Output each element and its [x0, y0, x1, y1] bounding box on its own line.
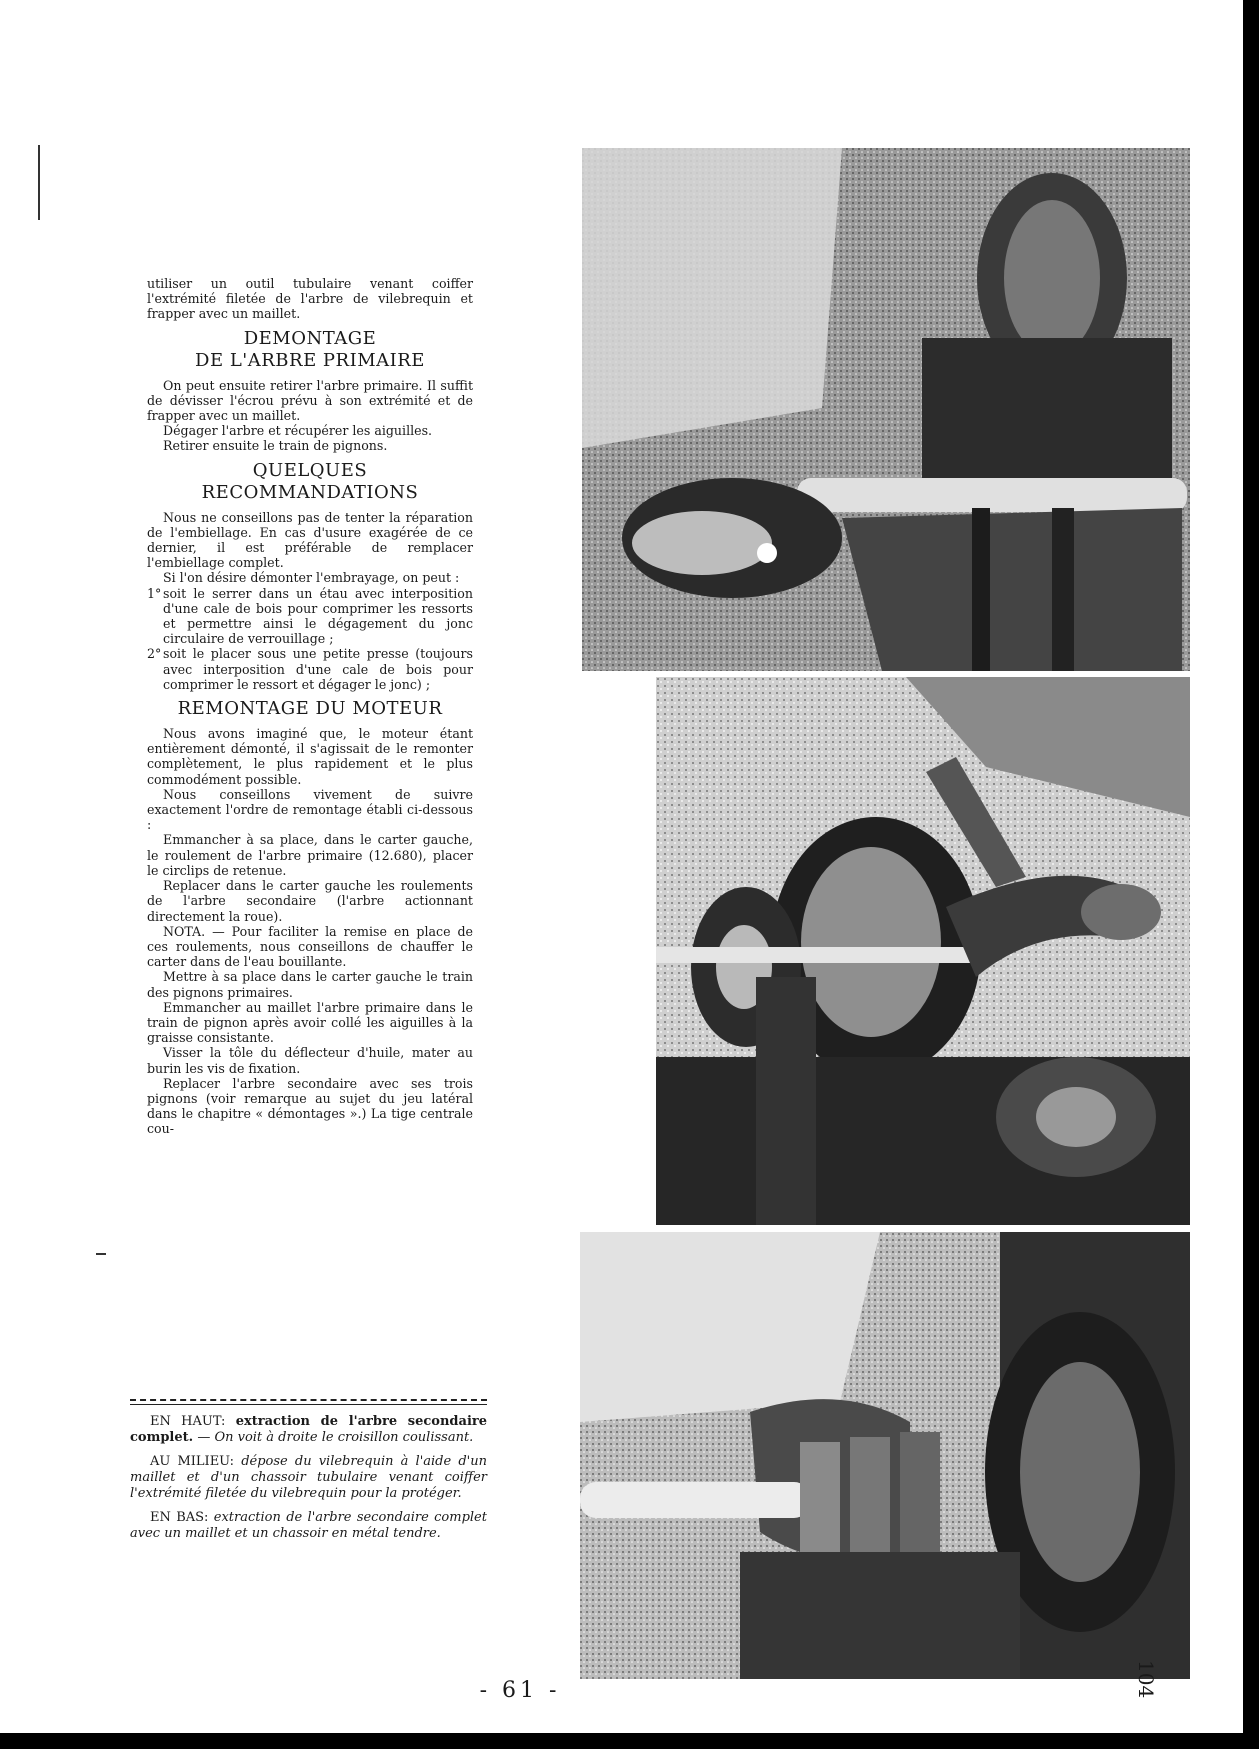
caption-italic: — On voit à droite le croisillon coulissant. [197, 1430, 474, 1445]
section-title-line: DE L'ARBRE PRIMAIRE [195, 349, 425, 371]
text-column [147, 276, 473, 1137]
scan-edge-right [1243, 0, 1259, 1749]
caption-lead: AU MILIEU: [150, 1454, 235, 1469]
list-item-number: 1° [147, 585, 162, 601]
page-number: - 61 - [479, 1678, 561, 1703]
scan-edge-bottom [0, 1733, 1259, 1749]
list-item-number: 2° [147, 646, 162, 662]
caption-middle [130, 1454, 487, 1502]
margin-mark [38, 145, 40, 220]
paragraph: Emmancher à sa place, dans le carter gauche, le roulement de l'arbre primaire (12.680), placer le circlips de retenue. [147, 832, 473, 878]
paragraph: Nous conseillons vivement de suivre exactement l'ordre de remontage établi ci-dessous : [147, 786, 473, 833]
caption-italic: dépose du vilebrequin à l'aide d'un maillet et d'un chassoir tubulaire venant coiffer l'extrémité filetée du vilebrequin pour la protéger. [130, 1454, 487, 1501]
list-item-text: soit le placer sous une petite presse (toujours avec interposition d'une cale de bois pour comprimer le ressort et dégager le jonc) ; [163, 646, 473, 692]
paragraph: Nous avons imaginé que, le moteur étant entièrement démonté, il s'agissait de le remonter complètement, le plus rapidement et le plus commodément possible. [147, 726, 473, 787]
list-item [147, 586, 473, 647]
side-page-number: 104 [1134, 1660, 1158, 1699]
paragraph: NOTA. — Pour faciliter la remise en place de ces roulements, nous conseillons de chauffer le carter dans de l'eau bouillante. [147, 923, 473, 970]
list-item-text: soit le serrer dans un étau avec interposition d'une cale de bois pour comprimer les ressorts et permettre ainsi le dégagement du jonc circulaire de verrouillage ; [163, 585, 473, 647]
caption-lead: EN HAUT: [150, 1414, 226, 1429]
paragraph: Replacer dans le carter gauche les roulements de l'arbre secondaire (l'arbre actionnant directement la roue). [147, 878, 473, 924]
intro-paragraph: utiliser un outil tubulaire venant coiffer l'extrémité filetée de l'arbre de vilebrequin et frapper avec un maillet. [147, 276, 473, 322]
caption-italic: extraction de l'arbre secondaire complet avec un maillet et un chassoir en métal tendre. [130, 1510, 487, 1541]
paragraph: Nous ne conseillons pas de tenter la réparation de l'embiellage. En cas d'usure exagérée de ce dernier, il est préférable de remplacer l'embiellage complet. [147, 509, 473, 571]
caption-lead: EN BAS: [150, 1510, 209, 1525]
paragraph: Visser la tôle du déflecteur d'huile, mater au burin les vis de fixation. [147, 1045, 473, 1076]
caption-text: extraction de l'arbre secondaire complet. [130, 1414, 487, 1445]
section-title-recommandations [147, 460, 473, 504]
photo-captions [130, 1414, 487, 1550]
list-item [147, 646, 473, 692]
paragraph: Mettre à sa place dans le carter gauche le train des pignons primaires. [147, 969, 473, 1000]
section-title-line: RECOMMANDATIONS [201, 481, 419, 503]
paragraph: Emmancher au maillet l'arbre primaire dans le train de pignon après avoir collé les aiguilles à la graisse consistante. [147, 999, 473, 1046]
paragraph: On peut ensuite retirer l'arbre primaire. Il suffit de dévisser l'écrou prévu à son extrémité et de frapper avec un maillet. [147, 377, 473, 424]
paragraph: Retirer ensuite le train de pignons. [163, 438, 388, 454]
caption-bottom [130, 1510, 487, 1542]
engine-photo-bottom [580, 1232, 1190, 1679]
section-title-demontage [147, 328, 473, 372]
margin-mark [96, 1253, 106, 1255]
section-title-line: REMONTAGE DU MOTEUR [177, 698, 443, 720]
engine-photo-middle [656, 677, 1190, 1225]
section-title-line: QUELQUES [252, 459, 368, 481]
engine-photo-top [582, 148, 1190, 671]
caption-divider [130, 1399, 487, 1405]
caption-top [130, 1414, 487, 1446]
section-title-remontage [147, 698, 473, 720]
section-title-line: DEMONTAGE [243, 327, 377, 349]
paragraph: Replacer l'arbre secondaire avec ses trois pignons (voir remarque au sujet du jeu latéral dans le chapitre « démontages ».) La tige centrale cou- [147, 1075, 473, 1137]
paragraph: Si l'on désire démonter l'embrayage, on peut : [163, 570, 460, 586]
paragraph: Dégager l'arbre et récupérer les aiguilles. [163, 423, 433, 439]
